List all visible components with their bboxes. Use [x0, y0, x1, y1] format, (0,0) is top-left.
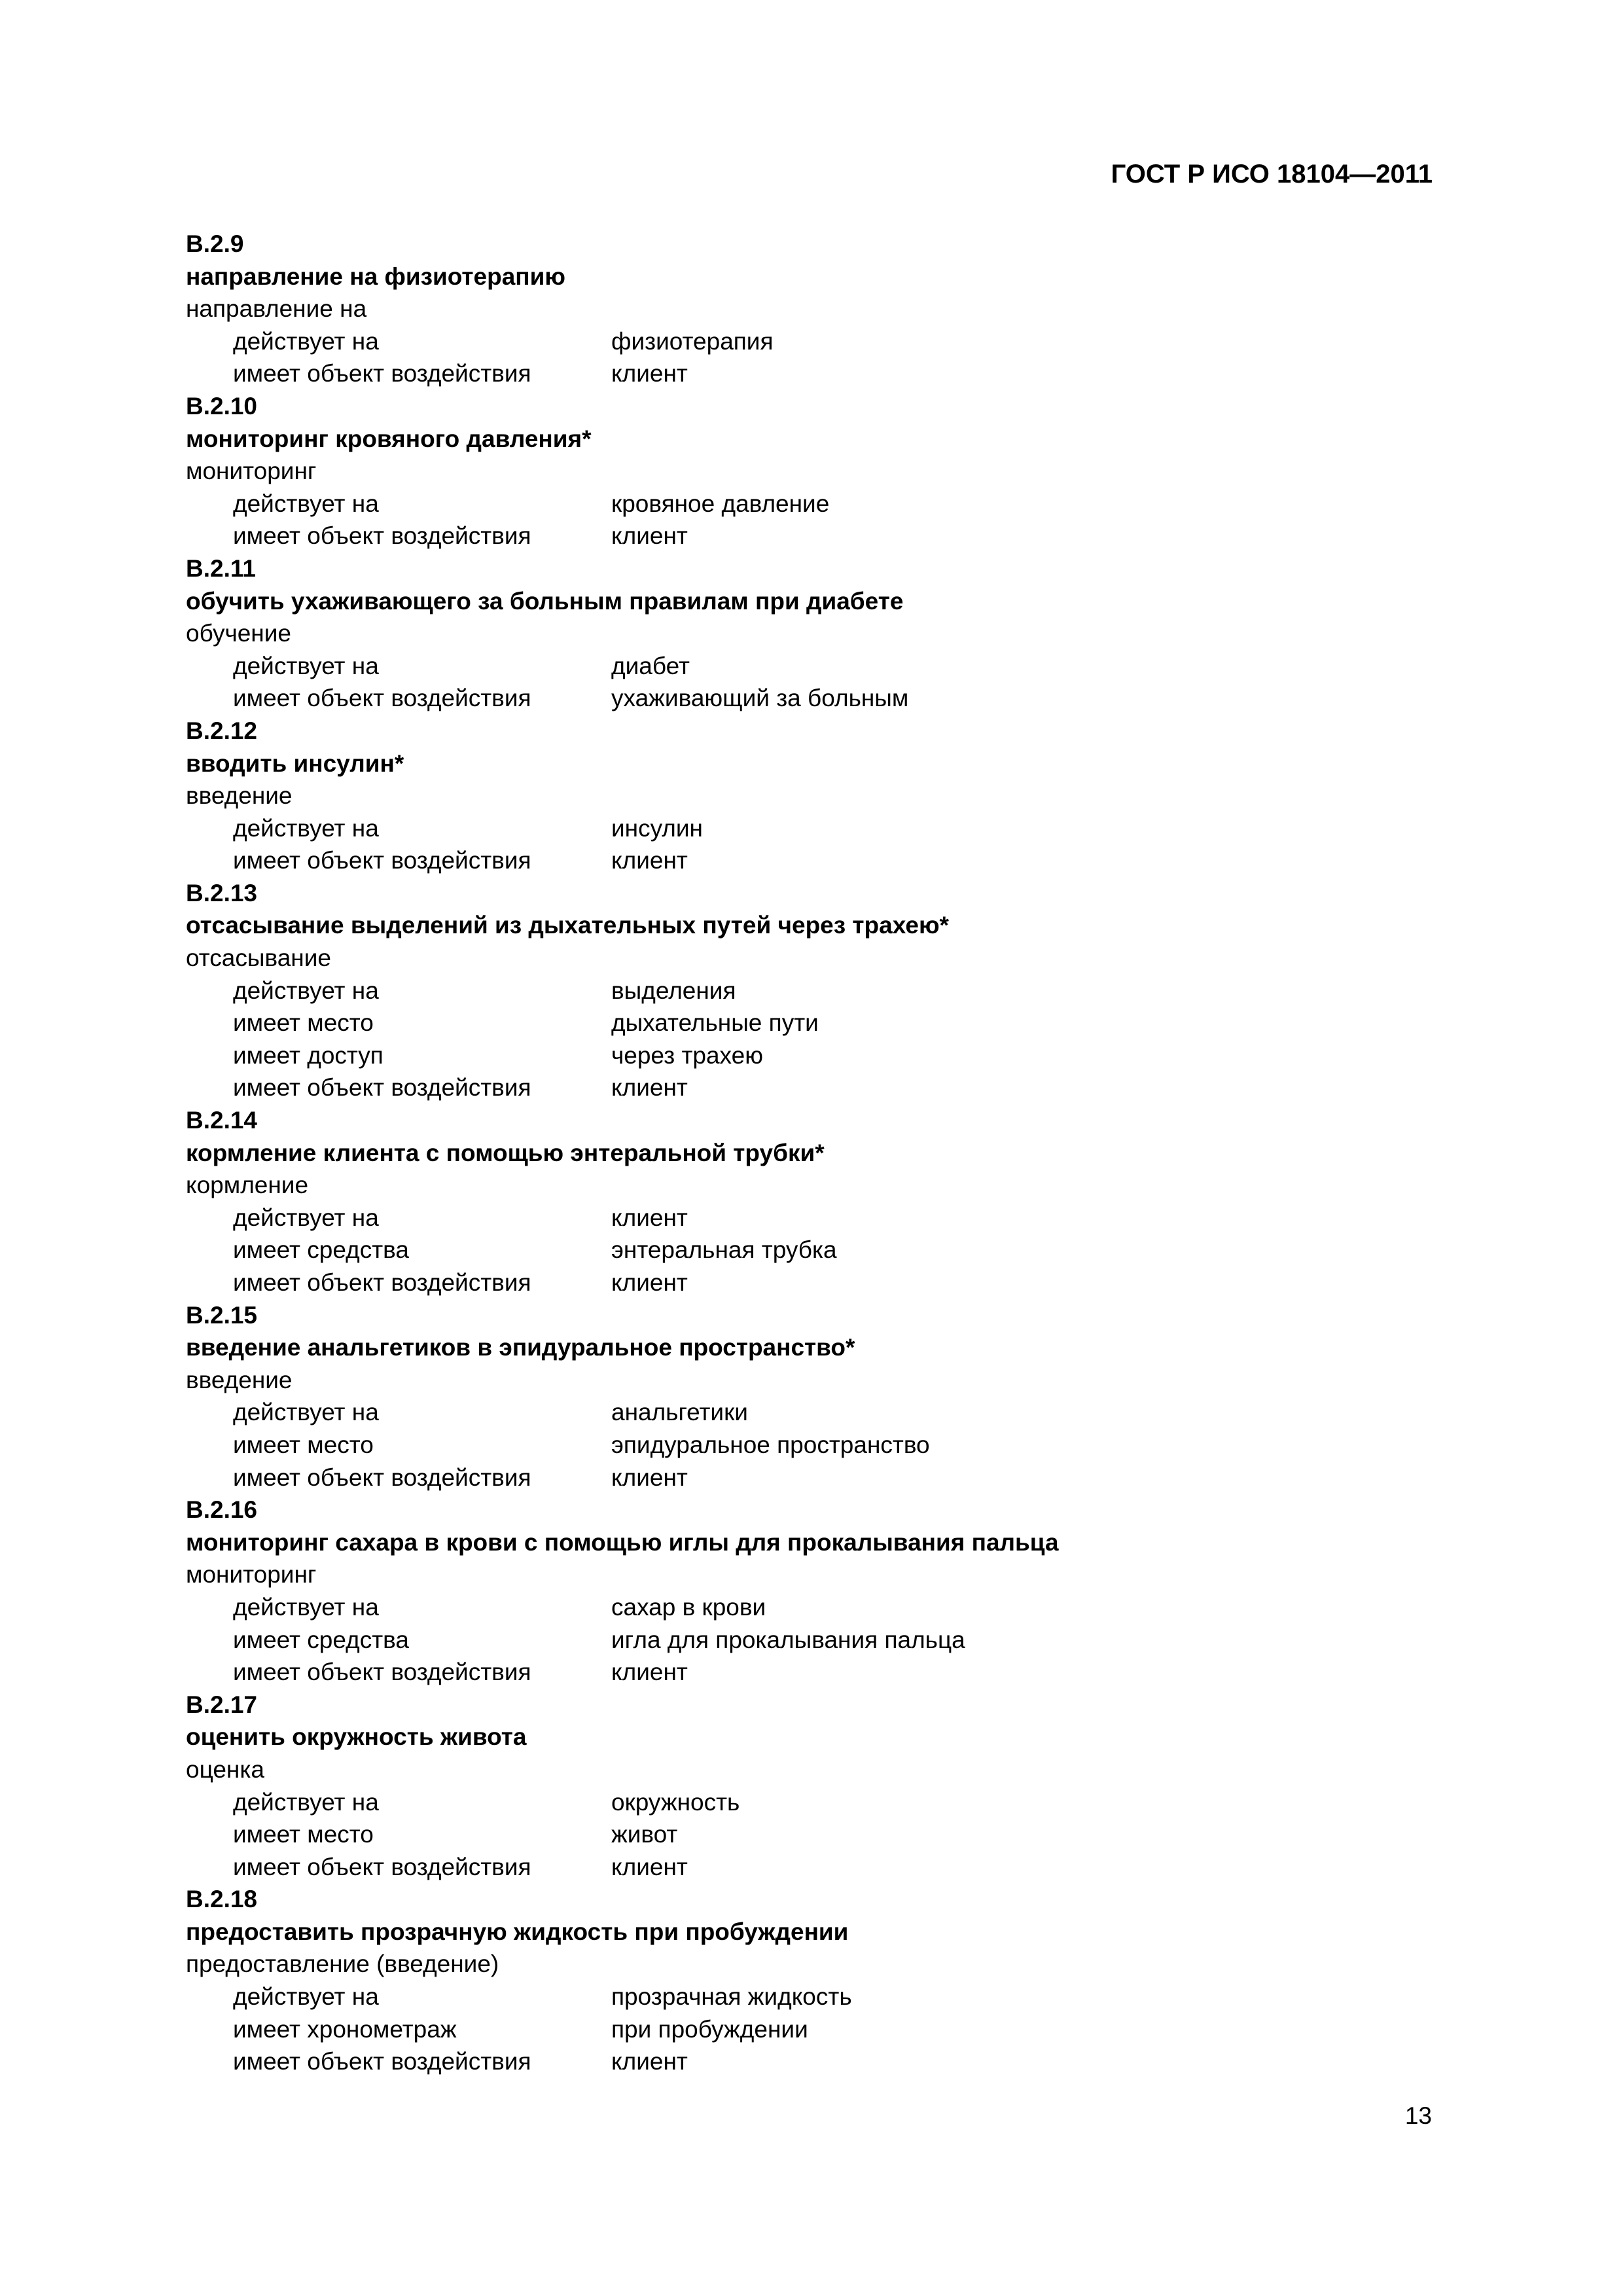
property-row	[186, 1396, 1429, 1429]
section	[186, 877, 1429, 1104]
section	[186, 1104, 1429, 1299]
property-value: окружность	[611, 1788, 740, 1816]
property-name: имеет объект воздействия	[233, 1659, 531, 1686]
property-name: действует на	[233, 1593, 379, 1621]
property-value: клиент	[611, 1204, 688, 1231]
property-name: действует на	[233, 1983, 379, 2011]
property-row	[186, 488, 1429, 520]
property-name: имеет объект воздействия	[233, 847, 531, 874]
property-name: имеет средства	[233, 1626, 409, 1653]
section-base-concept: мониторинг	[186, 457, 317, 485]
section-base-concept: отсасывание	[186, 944, 331, 972]
property-name: имеет средства	[233, 1236, 409, 1264]
property-value: кровяное давление	[611, 490, 830, 517]
section-number: B.2.16	[186, 1496, 258, 1524]
property-name: действует на	[233, 814, 379, 842]
property-name: имеет объект воздействия	[233, 1463, 531, 1491]
section-title: кормление клиента с помощью энтеральной трубки*	[186, 1139, 825, 1166]
property-name: имеет место	[233, 1009, 374, 1037]
property-row	[186, 1462, 1429, 1494]
section-base-concept: предоставление (введение)	[186, 1950, 499, 1978]
property-value: при пробуждении	[611, 2015, 808, 2043]
section-base-concept: мониторинг	[186, 1561, 317, 1588]
section-title: введение анальгетиков в эпидуральное пространство*	[186, 1334, 855, 1361]
property-name: имеет доступ	[233, 1041, 383, 1069]
property-row	[186, 520, 1429, 552]
property-row	[186, 650, 1429, 683]
property-value: через трахею	[611, 1041, 763, 1069]
property-value: инсулин	[611, 814, 703, 842]
property-row	[186, 1851, 1429, 1884]
property-value: анальгетики	[611, 1399, 748, 1426]
property-row	[186, 357, 1429, 390]
property-value: ухаживающий за больным	[611, 685, 909, 712]
property-row	[186, 844, 1429, 877]
property-row	[186, 1818, 1429, 1851]
property-value: клиент	[611, 1269, 688, 1296]
property-name: имеет объект воздействия	[233, 1074, 531, 1102]
property-name: имеет хронометраж	[233, 2015, 457, 2043]
section	[186, 1689, 1429, 1884]
property-row	[186, 1429, 1429, 1462]
property-row	[186, 2045, 1429, 2078]
section-title: обучить ухаживающего за больным правилам при диабете	[186, 587, 904, 615]
property-value: живот	[611, 1821, 678, 1848]
section-number: B.2.17	[186, 1691, 258, 1718]
section-base-concept: введение	[186, 782, 293, 810]
section-title: мониторинг кровяного давления*	[186, 425, 592, 452]
section-title: мониторинг сахара в крови с помощью иглы для прокалывания пальца	[186, 1528, 1059, 1556]
section-number: B.2.11	[186, 554, 256, 582]
property-name: имеет объект воздействия	[233, 2048, 531, 2075]
property-row	[186, 1591, 1429, 1624]
section-number: B.2.9	[186, 230, 244, 257]
property-name: действует на	[233, 652, 379, 679]
property-name: действует на	[233, 490, 379, 517]
section	[186, 552, 1429, 715]
property-row	[186, 1624, 1429, 1657]
section	[186, 390, 1429, 552]
property-value: прозрачная жидкость	[611, 1983, 852, 2011]
property-value: клиент	[611, 1853, 688, 1880]
property-value: клиент	[611, 1659, 688, 1686]
section-base-concept: оценка	[186, 1755, 264, 1783]
property-name: действует на	[233, 1399, 379, 1426]
property-name: действует на	[233, 327, 379, 355]
page-number: 13	[1404, 2102, 1432, 2129]
property-name: действует на	[233, 1788, 379, 1816]
property-value: игла для прокалывания пальца	[611, 1626, 965, 1653]
section-base-concept: введение	[186, 1366, 293, 1393]
section	[186, 228, 1429, 390]
section-number: B.2.10	[186, 392, 258, 420]
property-value: энтеральная трубка	[611, 1236, 837, 1264]
property-row	[186, 1981, 1429, 2013]
property-value: клиент	[611, 847, 688, 874]
property-value: клиент	[611, 1074, 688, 1102]
section-title: направление на физиотерапию	[186, 262, 565, 290]
section-title: оценить окружность живота	[186, 1723, 527, 1751]
section-base-concept: обучение	[186, 620, 291, 647]
section-number: B.2.13	[186, 879, 258, 906]
property-name: имеет объект воздействия	[233, 522, 531, 550]
document-header: ГОСТ Р ИСО 18104—2011	[1111, 160, 1433, 188]
section-title: вводить инсулин*	[186, 749, 404, 777]
property-row	[186, 812, 1429, 845]
property-value: сахар в крови	[611, 1593, 766, 1621]
property-row	[186, 1007, 1429, 1039]
property-value: клиент	[611, 1463, 688, 1491]
property-row	[186, 1071, 1429, 1104]
section-number: B.2.15	[186, 1301, 258, 1329]
section-number: B.2.14	[186, 1107, 258, 1134]
property-name: имеет объект воздействия	[233, 360, 531, 387]
property-name: имеет место	[233, 1821, 374, 1848]
property-row	[186, 1786, 1429, 1819]
property-name: имеет объект воздействия	[233, 1853, 531, 1880]
section-number: B.2.12	[186, 717, 258, 744]
property-value: выделения	[611, 977, 736, 1004]
property-row	[186, 682, 1429, 715]
document-body	[186, 228, 1429, 2078]
property-name: действует на	[233, 977, 379, 1004]
section-number: B.2.18	[186, 1886, 258, 1913]
property-name: имеет место	[233, 1431, 374, 1458]
property-value: физиотерапия	[611, 327, 774, 355]
property-row	[186, 2013, 1429, 2046]
property-value: эпидуральное пространство	[611, 1431, 930, 1458]
section-title: предоставить прозрачную жидкость при пробуждении	[186, 1918, 849, 1945]
property-value: клиент	[611, 2048, 688, 2075]
property-row	[186, 1202, 1429, 1234]
property-row	[186, 975, 1429, 1007]
property-value: клиент	[611, 360, 688, 387]
section	[186, 1883, 1429, 2078]
property-name: имеет объект воздействия	[233, 685, 531, 712]
property-name: имеет объект воздействия	[233, 1269, 531, 1296]
section-title: отсасывание выделений из дыхательных путей через трахею*	[186, 912, 949, 939]
property-row	[186, 1039, 1429, 1072]
property-value: клиент	[611, 522, 688, 550]
property-row	[186, 1656, 1429, 1689]
property-name: действует на	[233, 1204, 379, 1231]
section	[186, 1494, 1429, 1689]
property-value: диабет	[611, 652, 690, 679]
section-base-concept: направление на	[186, 295, 367, 323]
section	[186, 715, 1429, 877]
property-value: дыхательные пути	[611, 1009, 819, 1037]
section	[186, 1299, 1429, 1494]
section-base-concept: кормление	[186, 1172, 309, 1199]
property-row	[186, 325, 1429, 358]
property-row	[186, 1234, 1429, 1266]
property-row	[186, 1266, 1429, 1299]
